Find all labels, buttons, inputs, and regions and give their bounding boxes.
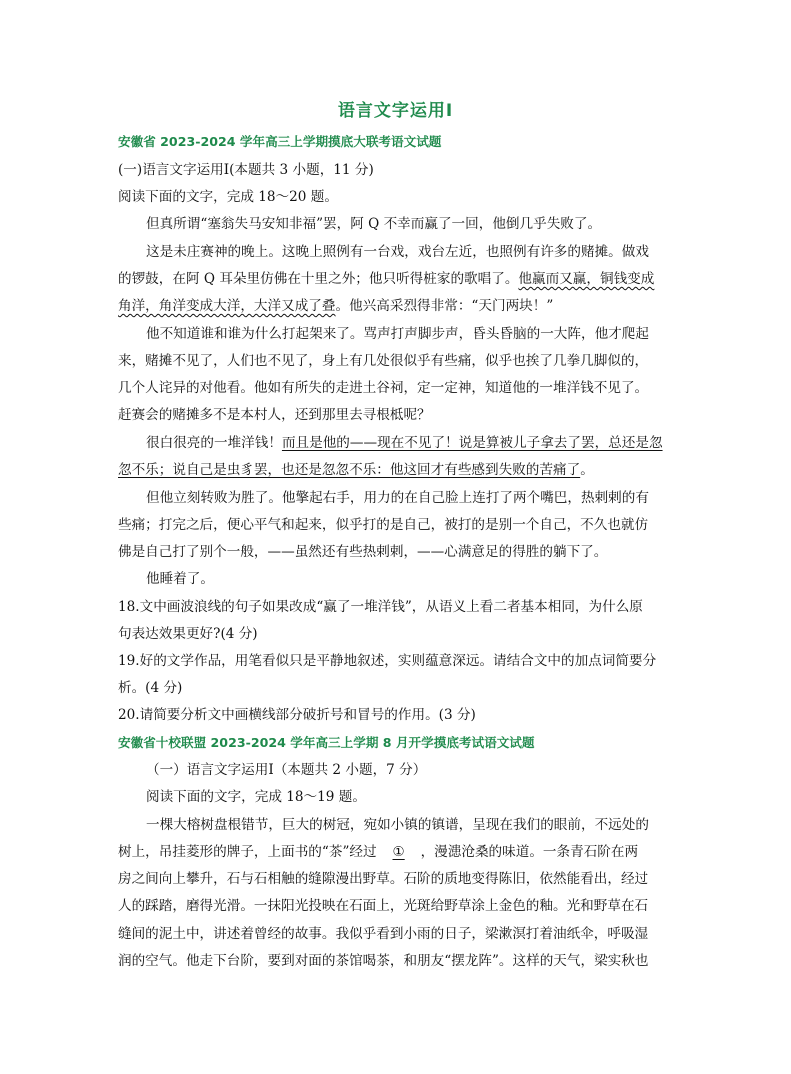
passage1-paragraph2-line2 <box>118 270 678 288</box>
passage1-paragraph3-line1: 他不知道谁和谁为什么打起架来了。骂声打声脚步声，昏头昏脑的一大阵，他才爬起 <box>146 326 649 342</box>
section2-source: 安徽省十校联盟 2023-2024 学年高三上学期 8 月开学摸底考试语文试题 <box>118 735 535 750</box>
text-span: 很白很亮的一堆洋钱！ <box>146 435 282 451</box>
text-span: 的锣鼓，在阿 Q 耳朵里仿佛在十里之外；他只听得桩家的歌唱了。 <box>118 271 519 287</box>
wavy-underlined-sentence: 他赢而又赢，铜钱变成 <box>518 271 655 287</box>
passage1-paragraph1: 但真所谓“塞翁失马安知非福”罢，阿 Q 不幸而赢了一回，他倒几乎失败了。 <box>146 216 602 232</box>
section1-source: 安徽省 2023-2024 学年高三上学期摸底大联考语文试题 <box>118 134 442 149</box>
underlined-sentence: 忽不乐；说自己是虫豸罢，也还是忽忽不乐：他这回才有些感到失败的苦痛了 <box>118 462 581 478</box>
passage2-paragraph1-line3: 房之间向上攀升，石与石相触的缝隙漫出野草。石阶的质地变得陈旧，依然能看出，经过 <box>118 871 649 887</box>
text-span: 树上，吊挂菱形的牌子，上面书的“茶”经过 <box>118 844 377 860</box>
passage2-paragraph1-line1: 一棵大榕树盘根错节，巨大的树冠，宛如小镇的镇谱，呈现在我们的眼前，不远处的 <box>146 817 649 833</box>
section2-instruction: 阅读下面的文字，完成 18～19 题。 <box>146 789 366 805</box>
question-18-line1: 18.文中画波浪线的句子如果改成“赢了一堆洋钱”，从语义上看二者基本相同，为什么原 <box>118 599 643 615</box>
passage1-paragraph4-line1 <box>146 434 678 452</box>
section2-header: （一）语言文字运用Ⅰ（本题共 2 小题，7 分） <box>146 762 427 778</box>
underlined-sentence: 而且是他的——现在不见了！说是算被儿子拿去了罢，总还是忽 <box>281 435 663 451</box>
passage1-paragraph5-line1: 但他立刻转败为胜了。他擎起右手，用力的在自己脸上连打了两个嘴巴，热剌剌的有 <box>146 490 649 506</box>
passage1-paragraph2-line3 <box>118 297 678 315</box>
text-span: 。他兴高采烈得非常：“天门两块！” <box>335 298 554 314</box>
wavy-underlined-sentence: 角洋，角洋变成大洋，大洋又成了叠 <box>118 298 336 314</box>
page-title: 语言文字运用Ⅰ <box>337 101 454 121</box>
text-span: ，漫漶沧桑的味道。一条青石阶在两 <box>420 844 639 860</box>
passage2-paragraph1-line2 <box>118 843 678 861</box>
passage1-paragraph2-line1: 这是未庄赛神的晚上。这晚上照例有一台戏，戏台左近，也照例有许多的赌摊。做戏 <box>146 244 649 260</box>
passage1-paragraph4-line2 <box>118 461 678 479</box>
section1-header: (一)语言文字运用Ⅰ(本题共 3 小题，11 分) <box>118 162 374 178</box>
passage1-paragraph5-line2: 些痛；打完之后，便心平气和起来，似乎打的是自己，被打的是别一个自己，不久也就仿 <box>118 517 649 533</box>
fill-blank-1: ① <box>392 844 405 860</box>
passage1-paragraph3-line2: 来，赌摊不见了，人们也不见了，身上有几处很似乎有些痛，似乎也挨了几拳几脚似的， <box>118 353 649 369</box>
passage1-paragraph3-line3: 几个人诧异的对他看。他如有所失的走进土谷祠，定一定神，知道他的一堆洋钱不见了。 <box>118 380 649 396</box>
passage1-paragraph3-line4: 赶赛会的赌摊多不是本村人，还到那里去寻根柢呢？ <box>118 407 431 423</box>
question-20: 20.请简要分析文中画横线部分破折号和冒号的作用。(3 分) <box>118 707 476 723</box>
passage1-paragraph5-line3: 佛是自己打了别个一般，——虽然还有些热剌剌，——心满意足的得胜的躺下了。 <box>118 544 608 560</box>
question-18-line2: 句表达效果更好?(4 分) <box>118 626 258 642</box>
passage1-paragraph6: 他睡着了。 <box>146 571 214 587</box>
passage2-paragraph1-line6: 润的空气。他走下台阶，要到对面的茶馆喝茶，和朋友“摆龙阵”。这样的天气，梁实秋也 <box>118 953 649 969</box>
section1-instruction: 阅读下面的文字，完成 18～20 题。 <box>118 189 338 205</box>
passage2-paragraph1-line5: 缝间的泥土中，讲述着曾经的故事。我似乎看到小雨的日子，梁漱溟打着油纸伞，呼吸湿 <box>118 926 649 942</box>
text-span: 。 <box>580 462 594 478</box>
question-19-line2: 析。(4 分) <box>118 680 183 696</box>
question-19-line1: 19.好的文学作品，用笔看似只是平静地叙述，实则蕴意深远。请结合文中的加点词简要分 <box>118 653 657 669</box>
passage2-paragraph1-line4: 人的踩踏，磨得光滑。一抹阳光投映在石面上，光斑给野草涂上金色的釉。光和野草在石 <box>118 898 649 914</box>
